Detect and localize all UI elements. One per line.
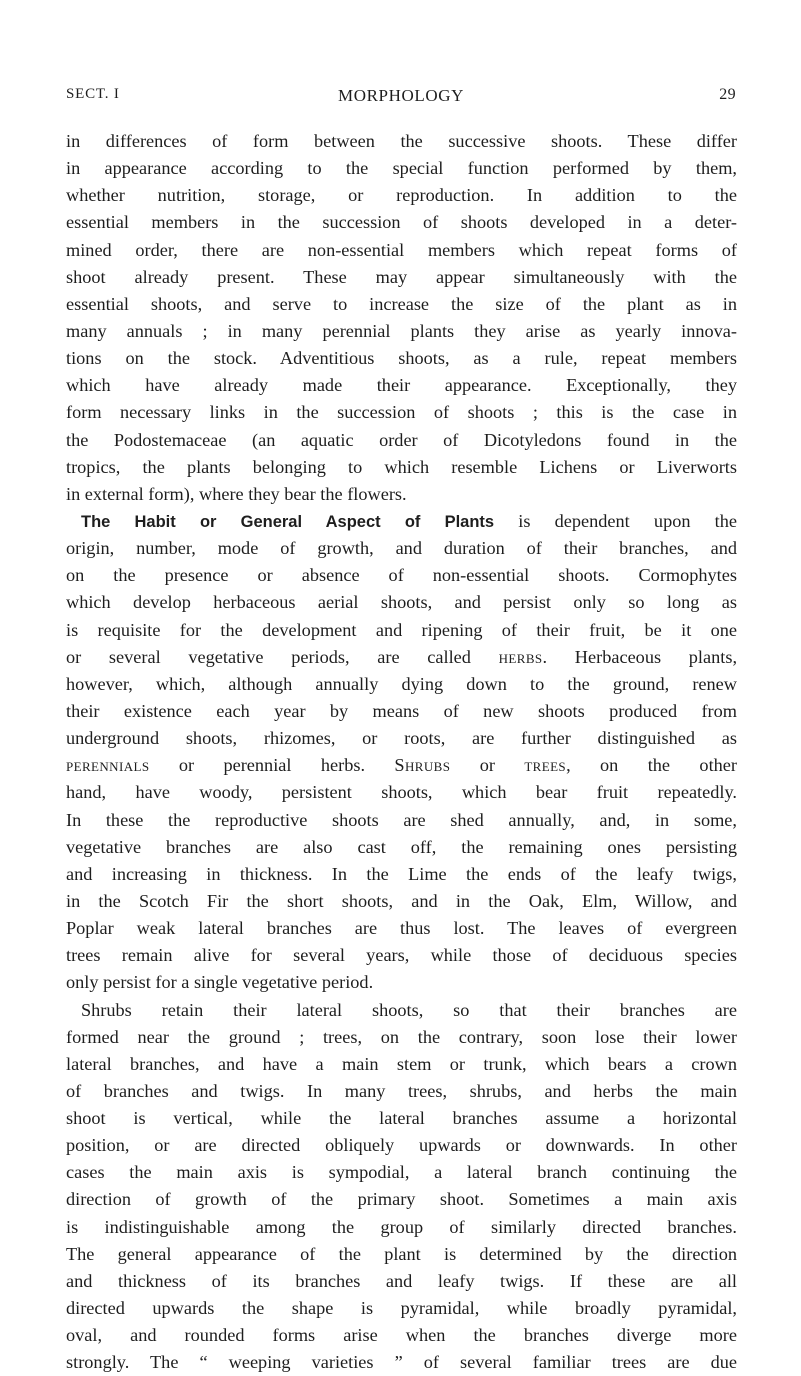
text-line: which have already made their appearance. Exceptionally, they — [66, 375, 737, 396]
text-line: whether nutrition, storage, or reproduction. In addition to the — [66, 185, 737, 206]
running-head — [66, 86, 736, 110]
text-line: origin, number, mode of growth, and duration of their branches, and — [66, 538, 737, 559]
text-line: is indistinguishable among the group of similarly directed branches. — [66, 1216, 737, 1237]
text-line: strongly. The “ weeping varieties ” of several familiar trees are due — [66, 1352, 737, 1373]
text-line: which develop herbaceous aerial shoots, and persist only so long as — [66, 592, 737, 613]
text-line: Shrubs retain their lateral shoots, so that their branches are — [81, 999, 737, 1020]
text-line: form necessary links in the succession of shoots ; this is the case in — [66, 402, 737, 423]
text-line: directed upwards the shape is pyramidal, while broadly pyramidal, — [66, 1298, 737, 1319]
text-line: direction of growth of the primary shoot. Sometimes a main axis — [66, 1189, 737, 1210]
text-line: or several vegetative periods, are called herbs. Herbaceous plants, — [66, 646, 737, 667]
text-line: tropics, the plants belonging to which resemble Lichens or Liverworts — [66, 456, 737, 477]
text-line: In these the reproductive shoots are shed annually, and, in some, — [66, 809, 737, 830]
text-line: hand, have woody, persistent shoots, which bear fruit repeatedly. — [66, 782, 737, 803]
text-line: shoot already present. These may appear simultaneously with the — [66, 266, 737, 287]
text-line: in differences of form between the successive shoots. These differ — [66, 131, 737, 151]
text-line: on the presence or absence of non-essential shoots. Cormophytes — [66, 565, 737, 586]
text-line: The general appearance of the plant is determined by the direction — [66, 1243, 737, 1264]
text-line: in appearance according to the special function performed by them, — [66, 158, 737, 179]
text-line: vegetative branches are also cast off, the remaining ones persisting — [66, 836, 737, 857]
text-line: is requisite for the development and ripening of their fruit, be it one — [66, 619, 737, 640]
text-line: only persist for a single vegetative period. — [66, 972, 374, 993]
chapter-title: MORPHOLOGY — [338, 86, 464, 105]
text-line: their existence each year by means of new shoots produced from — [66, 700, 737, 721]
text-line: and increasing in thickness. In the Lime the ends of the leafy twigs, — [66, 863, 737, 884]
term-trees: trees — [524, 755, 567, 776]
page-number: 29 — [719, 86, 736, 103]
text-line: of branches and twigs. In many trees, shrubs, and herbs the main — [66, 1080, 737, 1101]
text-line: in the Scotch Fir the short shoots, and in the Oak, Elm, Willow, and — [66, 890, 737, 911]
text-line: the Podostemaceae (an aquatic order of Dicotyledons found in the — [66, 429, 737, 450]
text-line: in external form), where they bear the flowers. — [66, 483, 407, 504]
text-line: mined order, there are non-essential members which repeat forms of — [66, 239, 737, 260]
text-line: oval, and rounded forms arise when the branches diverge more — [66, 1325, 737, 1346]
text-line: shoot is vertical, while the lateral branches assume a horizontal — [66, 1108, 737, 1129]
term-herbs: herbs — [498, 646, 543, 667]
text-line: perennials or perennial herbs. Shrubs or trees, on the other — [66, 755, 737, 776]
text-line: formed near the ground ; trees, on the contrary, soon lose their lower — [66, 1026, 737, 1047]
text-line: trees remain alive for several years, while those of deciduous species — [66, 945, 737, 966]
text-line: underground shoots, rhizomes, or roots, are further distinguished as — [66, 728, 737, 749]
habit-heading: The Habit or General Aspect of Plants — [81, 512, 495, 531]
text-line: and thickness of its branches and leafy twigs. If these are all — [66, 1270, 737, 1291]
text-line: cases the main axis is sympodial, a lateral branch continuing the — [66, 1162, 737, 1183]
text-line: essential members in the succession of shoots developed in a deter- — [66, 212, 737, 233]
text-line: position, or are directed obliquely upwards or downwards. In other — [66, 1135, 737, 1156]
term-perennials: perennials — [66, 755, 150, 776]
text-line: however, which, although annually dying down to the ground, renew — [66, 673, 737, 694]
term-shrubs: Shrubs — [394, 755, 451, 776]
section-label: SECT. I — [66, 86, 120, 102]
text-line: Poplar weak lateral branches are thus lost. The leaves of evergreen — [66, 918, 737, 939]
text-line: essential shoots, and serve to increase the size of the plant as in — [66, 293, 737, 314]
text-line: tions on the stock. Adventitious shoots, as a rule, repeat members — [66, 348, 737, 369]
paragraph-heading-line: The Habit or General Aspect of Plants is dependent upon the — [81, 510, 737, 531]
text-line: many annuals ; in many perennial plants they arise as yearly innova- — [66, 320, 737, 341]
text-line: lateral branches, and have a main stem or trunk, which bears a crown — [66, 1053, 737, 1074]
body-text — [66, 128, 737, 1376]
